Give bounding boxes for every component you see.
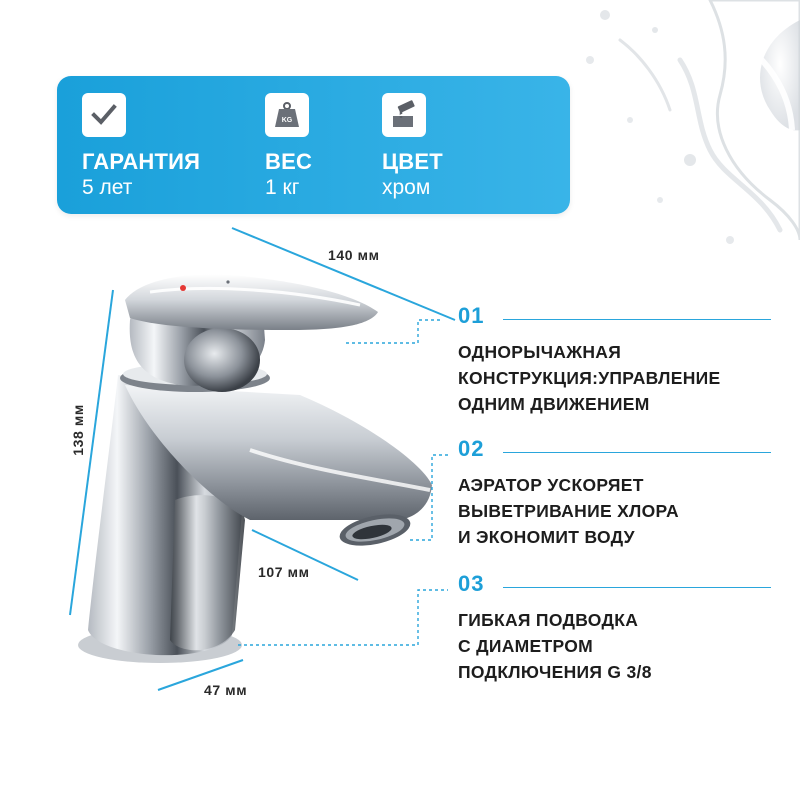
feature-divider — [503, 452, 771, 453]
feature-text: АЭРАТОР УСКОРЯЕТ ВЫВЕТРИВАНИЕ ХЛОРА И ЭКОНОМИТ ВОДУ — [458, 475, 679, 547]
feature-number: 01 — [458, 303, 485, 328]
kg-badge-text: KG — [281, 117, 293, 124]
spec-value: хром — [382, 176, 431, 199]
hot-indicator-dot — [180, 285, 186, 291]
spec-title: ГАРАНТИЯ — [82, 149, 201, 174]
dimension-height-label: 138 мм — [70, 404, 86, 456]
dimension-base-label: 47 мм — [204, 682, 248, 698]
spec-value: 1 кг — [265, 176, 300, 199]
feature-divider — [503, 319, 771, 320]
feature-text: ОДНОРЫЧАЖНАЯ КОНСТРУКЦИЯ:УПРАВЛЕНИЕ ОДНИМ ДВИЖЕНИЕМ — [458, 342, 721, 414]
feature-text: ГИБКАЯ ПОДВОДКА С ДИАМЕТРОМ ПОДКЛЮЧЕНИЯ G 3/8 — [458, 610, 652, 682]
feature-divider — [503, 587, 771, 588]
dimension-length-label: 140 мм — [328, 247, 380, 263]
dimension-spout-label: 107 мм — [258, 564, 310, 580]
spec-title: ЦВЕТ — [382, 149, 443, 174]
spec-title: ВЕС — [265, 149, 313, 174]
feature-number: 02 — [458, 436, 485, 461]
spec-value: 5 лет — [82, 176, 133, 199]
feature-number: 03 — [458, 571, 485, 596]
